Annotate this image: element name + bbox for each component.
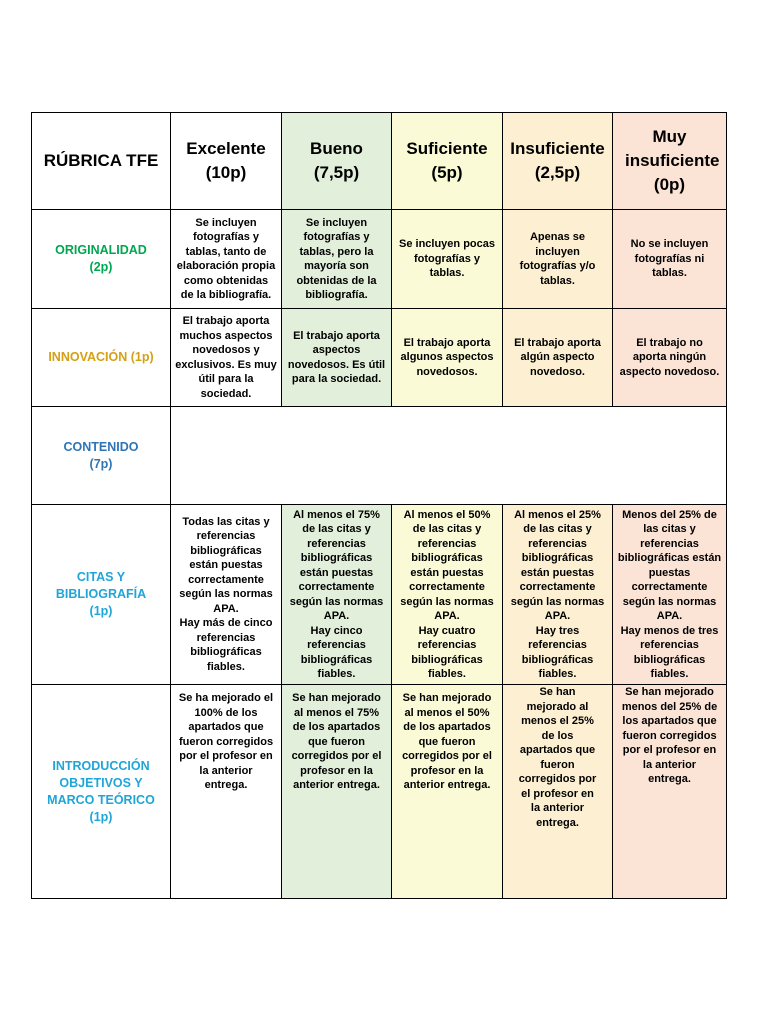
level-points: (10p) bbox=[205, 163, 247, 182]
level-header-excelente bbox=[171, 113, 282, 210]
level-name: Suficiente bbox=[406, 139, 488, 158]
cell-muy-insuficiente: Menos del 25% de las citas y referencias bibliográficas están puestas correctamente según las normas APA. Hay menos de tres referencias bibliográficas fiables. bbox=[613, 505, 727, 685]
cell-muy-insuficiente: No se incluyen fotografías ni tablas. bbox=[613, 210, 727, 309]
cell-excelente: Se incluyen fotografías y tablas, tanto de elaboración propia como obtenidas de la bibliografía. bbox=[171, 210, 282, 309]
cell-insuficiente: El trabajo aporta algún aspecto novedoso. bbox=[503, 309, 613, 407]
cell-bueno: Se incluyen fotografías y tablas, pero la mayoría son obtenidas de la bibliografía. bbox=[282, 210, 392, 309]
cell-excelente: El trabajo aporta muchos aspectos novedosos y exclusivos. Es muy útil para la sociedad. bbox=[171, 309, 282, 407]
criterion-innovacion: INNOVACIÓN (1p) bbox=[32, 309, 171, 407]
cell-bueno: Se han mejorado al menos el 75% de los apartados que fueron corregidos por el profesor en la anterior entrega. bbox=[282, 685, 392, 899]
row-contenido bbox=[32, 407, 727, 505]
row-introduccion bbox=[32, 685, 727, 899]
cell-suficiente: Se incluyen pocas fotografías y tablas. bbox=[392, 210, 503, 309]
level-header-muy-insuficiente bbox=[613, 113, 727, 210]
row-innovacion bbox=[32, 309, 727, 407]
level-header-suficiente bbox=[392, 113, 503, 210]
criterion-introduccion: INTRODUCCIÓN OBJETIVOS Y MARCO TEÓRICO (1p) bbox=[32, 685, 171, 899]
row-citas-bibliografia bbox=[32, 505, 727, 685]
cell-muy-insuficiente: Se han mejorado menos del 25% de los apartados que fueron corregidos por el profesor en la anterior entrega. bbox=[613, 685, 727, 899]
level-name: Excelente bbox=[186, 139, 266, 158]
level-name: Bueno bbox=[310, 139, 363, 158]
row-originalidad bbox=[32, 210, 727, 309]
level-points: (7,5p) bbox=[313, 163, 360, 182]
level-points: (5p) bbox=[431, 163, 463, 182]
cell-muy-insuficiente: El trabajo no aporta ningún aspecto novedoso. bbox=[613, 309, 727, 407]
criterion-originalidad: ORIGINALIDAD (2p) bbox=[32, 210, 171, 309]
cell-excelente: Se ha mejorado el 100% de los apartados que fueron corregidos por el profesor en la anterior entrega. bbox=[171, 685, 282, 899]
rubric-title: RÚBRICA TFE bbox=[32, 113, 171, 210]
criterion-citas-bibliografia: CITAS Y BIBLIOGRAFÍA (1p) bbox=[32, 505, 171, 685]
level-points: (2,5p) bbox=[534, 163, 581, 182]
cell-suficiente: Al menos el 50% de las citas y referencias bibliográficas están puestas correctamente según las normas APA. Hay cuatro referencias bibliográficas fiables. bbox=[392, 505, 503, 685]
cell-suficiente: El trabajo aporta algunos aspectos novedosos. bbox=[392, 309, 503, 407]
level-name: Insuficiente bbox=[510, 139, 605, 158]
cell-insuficiente: Apenas se incluyen fotografías y/o tablas. bbox=[503, 210, 613, 309]
cell-insuficiente: Al menos el 25% de las citas y referencias bibliográficas están puestas correctamente según las normas APA. Hay tres referencias bibliográficas fiables. bbox=[503, 505, 613, 685]
cell-insuficiente: Se han mejorado al menos el 25% de los apartados que fueron corregidos por el profesor en la anterior entrega. bbox=[503, 685, 613, 899]
cell-bueno: El trabajo aporta aspectos novedosos. Es útil para la sociedad. bbox=[282, 309, 392, 407]
criterion-contenido: CONTENIDO (7p) bbox=[32, 407, 171, 505]
level-header-bueno bbox=[282, 113, 392, 210]
level-name: Muy insuficiente bbox=[625, 127, 720, 170]
cell-suficiente: Se han mejorado al menos el 50% de los apartados que fueron corregidos por el profesor en la anterior entrega. bbox=[392, 685, 503, 899]
rubric-table bbox=[31, 112, 727, 899]
contenido-empty-cell bbox=[171, 407, 727, 505]
header-row bbox=[32, 113, 727, 210]
cell-excelente: Todas las citas y referencias bibliográficas están puestas correctamente según las normas APA. Hay más de cinco referencias bibliográficas fiables. bbox=[171, 505, 282, 685]
level-header-insuficiente bbox=[503, 113, 613, 210]
cell-bueno: Al menos el 75% de las citas y referencias bibliográficas están puestas correctamente según las normas APA. Hay cinco referencias bibliográficas fiables. bbox=[282, 505, 392, 685]
level-points: (0p) bbox=[653, 175, 686, 194]
